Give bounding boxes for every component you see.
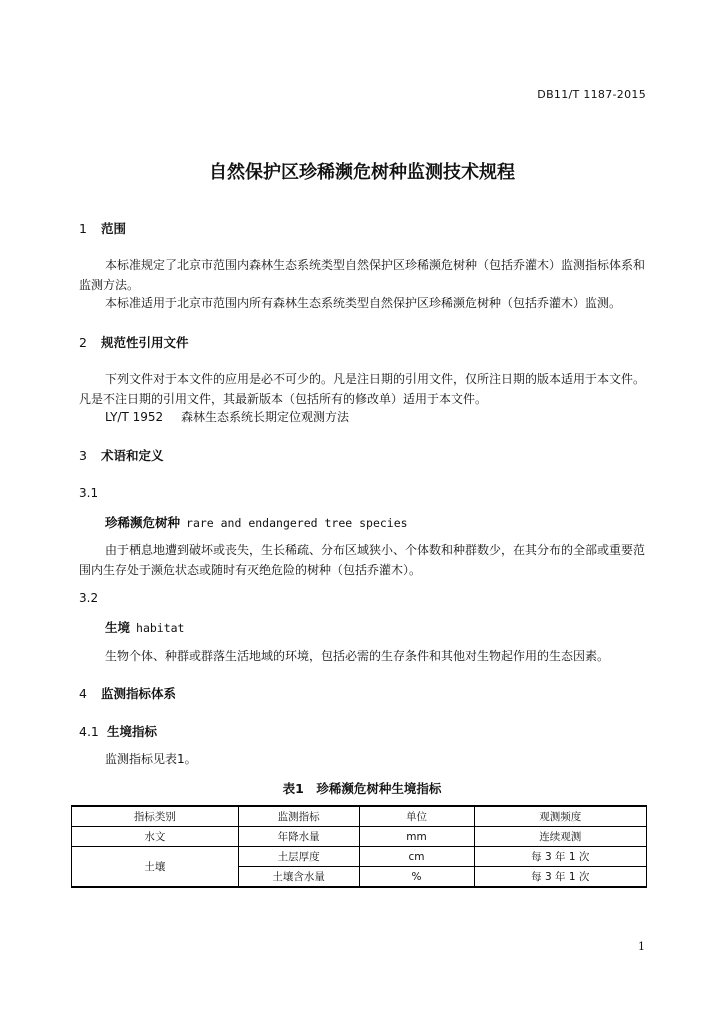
reference-name: 森林生态系统长期定位观测方法 (181, 410, 350, 424)
paragraph: 本标准适用于北京市范围内所有森林生态系统类型自然保护区珍稀濒危树种（包括乔灌木）监测。 (105, 296, 622, 310)
section-2-heading (79, 333, 189, 351)
table-header-cell: 监测指标 (238, 806, 359, 827)
table-row (72, 827, 647, 847)
table-cell: 土壤 (72, 847, 239, 888)
term-entry (105, 618, 184, 636)
term-english: habitat (136, 621, 185, 635)
document-title: 自然保护区珍稀濒危树种监测技术规程 (209, 162, 515, 183)
section-number: 3 (79, 448, 87, 463)
table-header-row (72, 806, 647, 827)
paragraph: 监测指标见表1。 (105, 752, 197, 766)
table-cell: cm (359, 847, 474, 867)
table-header-cell: 指标类别 (72, 806, 239, 827)
subsection-number: 3.1 (79, 486, 99, 500)
table-cell: 土壤含水量 (238, 867, 359, 888)
table-cell: % (359, 867, 474, 888)
section-number: 4 (79, 686, 87, 701)
table-cell: 每 3 年 1 次 (474, 867, 647, 888)
table-header-cell: 观测频度 (474, 806, 647, 827)
table-row (72, 847, 647, 867)
subsection-4-1-heading (79, 722, 157, 740)
section-1-heading (79, 219, 126, 237)
section-title: 术语和定义 (101, 448, 164, 463)
table-cell: mm (359, 827, 474, 847)
table-cell: 年降水量 (238, 827, 359, 847)
section-title: 生境指标 (107, 724, 158, 739)
section-title: 监测指标体系 (101, 686, 177, 701)
term-english: rare and endangered tree species (186, 516, 408, 530)
paragraph: 下列文件对于本文件的应用是必不可少的。凡是注日期的引用文件，仅所注日期的版本适用于本文件。凡是不注日期的引用文件，其最新版本（包括所有的修改单）适用于本文件。 (79, 372, 646, 406)
section-number: 4.1 (79, 724, 99, 739)
term-chinese: 生境 (105, 620, 131, 635)
section-number: 2 (79, 335, 87, 350)
habitat-indicator-table (71, 805, 647, 888)
page-number: 1 (638, 940, 645, 953)
table-caption: 表1 珍稀濒危树种生境指标 (282, 781, 442, 796)
term-definition: 由于栖息地遭到破坏或丧失，生长稀疏、分布区域狭小、个体数和种群数少，在其分布的全部或重要范围内生存处于濒危状态或随时有灭绝危险的树种（包括乔灌木）。 (79, 543, 646, 577)
normative-reference (105, 408, 349, 425)
term-chinese: 珍稀濒危树种 (105, 515, 181, 530)
standard-code: DB11/T 1187-2015 (537, 88, 646, 101)
section-3-heading (79, 446, 164, 464)
table-cell: 每 3 年 1 次 (474, 847, 647, 867)
table-cell: 土层厚度 (238, 847, 359, 867)
table-header-cell: 单位 (359, 806, 474, 827)
paragraph: 本标准规定了北京市范围内森林生态系统类型自然保护区珍稀濒危树种（包括乔灌木）监测指标体系和监测方法。 (79, 258, 646, 292)
section-title: 范围 (101, 221, 127, 236)
section-number: 1 (79, 221, 87, 236)
section-title: 规范性引用文件 (101, 335, 189, 350)
reference-code: LY/T 1952 (105, 410, 164, 424)
section-4-heading (79, 684, 176, 702)
term-entry (105, 513, 408, 531)
table-cell: 水文 (72, 827, 239, 847)
table-cell: 连续观测 (474, 827, 647, 847)
term-definition: 生物个体、种群或群落生活地域的环境，包括必需的生存条件和其他对生物起作用的生态因素。 (105, 649, 610, 663)
subsection-number: 3.2 (79, 591, 99, 605)
